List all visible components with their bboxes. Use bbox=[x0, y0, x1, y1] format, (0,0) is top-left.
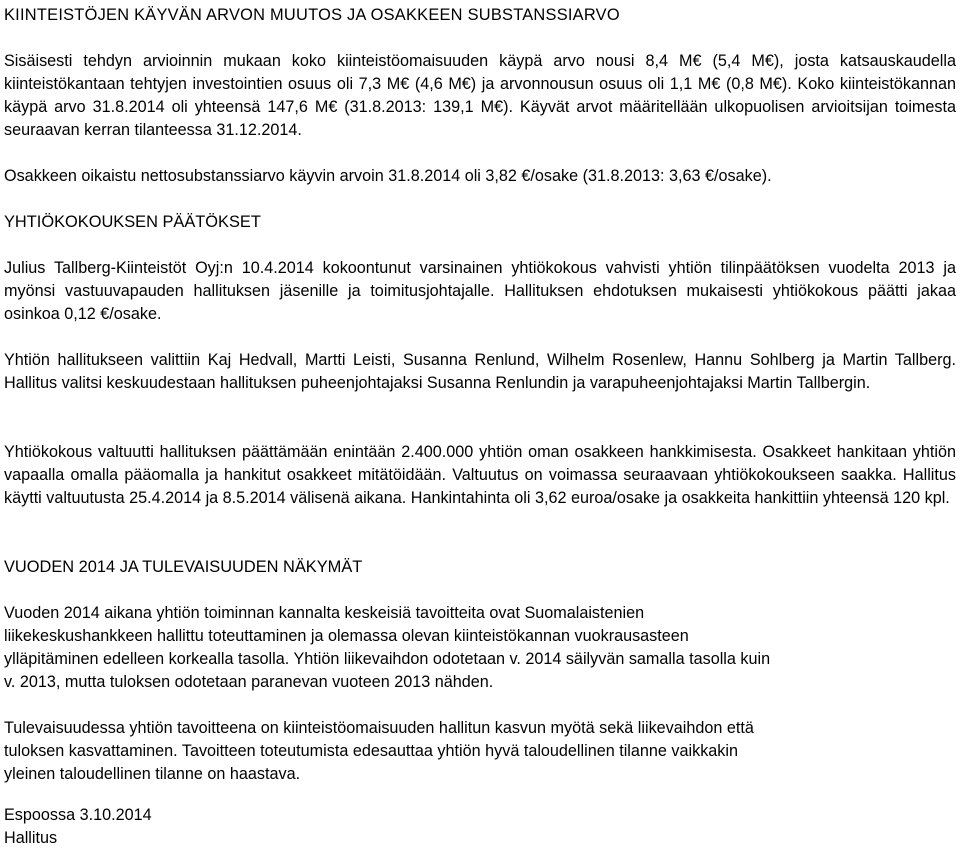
paragraph-board-members: Yhtiön hallitukseen valittiin Kaj Hedvall, Martti Leisti, Susanna Renlund, Wilhelm Rosenlew, Hannu Sohlberg ja Martin Tallberg. Hallitus valitsi keskuudestaan hallituksen puheenjohtajaksi Susanna Renlundin ja varapuheenjohtajaksi Martin Tallbergin. bbox=[4, 351, 956, 392]
text-line: Vuoden 2014 aikana yhtiön toiminnan kannalta keskeisiä tavoitteita ovat Suomalaistenien bbox=[4, 604, 645, 622]
paragraph-agm-financial-statements: Julius Tallberg-Kiinteistöt Oyj:n 10.4.2014 kokoontunut varsinainen yhtiökokous vahvisti yhtiön tilinpäätöksen vuodelta 2013 ja myönsi vastuuvapauden hallituksen jäsenille ja toimitusjohtajalle. Hallituksen ehdotuksen mukaisesti yhtiökokous päätti jakaa osinkoa 0,12 €/osake. bbox=[4, 259, 956, 323]
text-line: ylläpitäminen edelleen korkealla tasolla. Yhtiön liikevaihdon odotetaan v. 2014 säilyvän samalla tasolla kuin bbox=[4, 650, 771, 668]
signature-place-date: Espoossa 3.10.2014 bbox=[4, 806, 152, 824]
paragraph-fair-value: Sisäisesti tehdyn arvioinnin mukaan koko kiinteistöomaisuuden käypä arvo nousi 8,4 M€ (5,4 M€), josta katsauskaudella kiinteistökantaan tehtyjen investointien osuus oli 7,3 M€ (4,6 M€) ja arvonnousun osuus oli 1,1 M€ (0,8 M€). Koko kiinteistökannan käypä arvo 31.8.2014 oli yhteensä 147,6 M€ (31.8.2013: 139,1 M€). Käyvät arvot määritellään ulkopuolisen arvioitsijan toimesta seuraavan kerran tilanteessa 31.12.2014. bbox=[4, 52, 956, 139]
text-line: liikekeskushankkeen hallittu toteuttaminen ja olemassa olevan kiinteistökannan vuokrausasteen bbox=[4, 627, 689, 645]
signature-block bbox=[4, 804, 152, 850]
text-line: tuloksen kasvattaminen. Tavoitteen toteutumista edesauttaa yhtiön hyvä taloudellinen tilanne vaikkakin bbox=[4, 742, 738, 760]
paragraph-share-buyback: Yhtiökokous valtuutti hallituksen päättämään enintään 2.400.000 yhtiön oman osakkeen hankkimisesta. Osakkeet hankitaan yhtiön vapaalla omalla pääomalla ja hankitut osakkeet mitätöidään. Valtuutus on voimassa seuraavaan yhtiökokoukseen saakka. Hallitus käytti valtuutusta 25.4.2014 ja 8.5.2014 välisenä aikana. Hankintahinta oli 3,62 euroa/osake ja osakkeita hankittiin yhteensä 120 kpl. bbox=[4, 443, 956, 507]
paragraph-outlook-2014 bbox=[4, 602, 956, 694]
text-line: v. 2013, mutta tuloksen odotetaan paranevan vuoteen 2013 nähden. bbox=[4, 673, 494, 691]
section-heading-agm-decisions: YHTIÖKOKOUKSEN PÄÄTÖKSET bbox=[4, 213, 261, 231]
section-heading-outlook: VUODEN 2014 JA TULEVAISUUDEN NÄKYMÄT bbox=[4, 558, 363, 576]
signature-signer: Hallitus bbox=[4, 829, 58, 847]
paragraph-net-asset-value: Osakkeen oikaistu nettosubstanssiarvo käyvin arvoin 31.8.2014 oli 3,82 €/osake (31.8.2013: 3,63 €/osake). bbox=[4, 167, 772, 185]
text-line: yleinen taloudellinen tilanne on haastava. bbox=[4, 765, 301, 783]
text-line: Tulevaisuudessa yhtiön tavoitteena on kiinteistöomaisuuden hallitun kasvun myötä sekä liikevaihdon että bbox=[4, 719, 754, 737]
section-title-property-values: KIINTEISTÖJEN KÄYVÄN ARVON MUUTOS JA OSAKKEEN SUBSTANSSIARVO bbox=[4, 6, 620, 24]
paragraph-future-goals bbox=[4, 717, 956, 786]
